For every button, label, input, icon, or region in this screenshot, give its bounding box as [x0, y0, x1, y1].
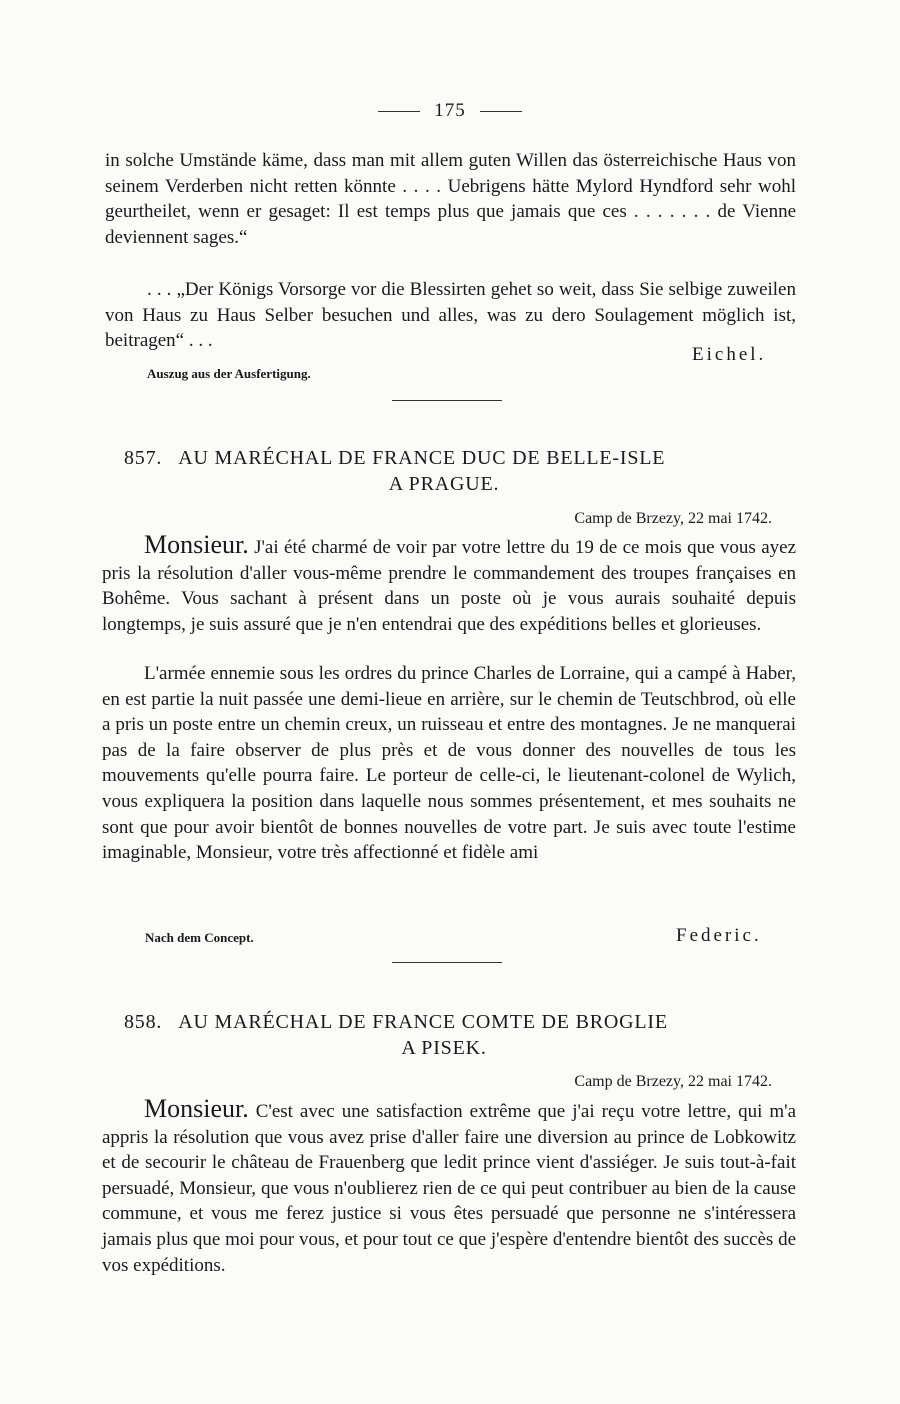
letter-number: 857. — [124, 447, 163, 469]
header-dash-right — [480, 111, 522, 112]
dateline-place: Camp de Brzezy, — [574, 1073, 684, 1090]
letter-heading — [124, 445, 804, 497]
letter-heading — [124, 1009, 804, 1061]
dateline — [574, 1073, 772, 1091]
section-divider — [392, 962, 502, 963]
paragraph-text: J'ai été charmé de voir par votre lettre du 19 de ce mois que vous ayez pris la résolution d'aller vous-même prendre le commandement des troupes françaises en Bohême. Vous sachant à présent dans un poste où je vous aurais souhaité depuis longtemps, je suis assuré que je n'en entendrai que des expéditions belles et glorieuses. — [102, 537, 796, 635]
letter-destination: A PISEK. — [401, 1037, 487, 1059]
page-number: 175 — [434, 100, 466, 121]
dateline-date: 22 mai 1742. — [688, 1073, 772, 1090]
header-dash-left — [378, 111, 420, 112]
quoted-paragraph: . . . „Der Königs Vorsorge vor die Blessirten gehet so weit, dass Sie selbige zuweilen von Haus zu Haus Selber besuchen und alles, was zu dero Soulagement möglich ist, beitragen“ . . . — [105, 279, 796, 352]
source-note: Nach dem Concept. — [145, 930, 254, 945]
section-divider — [392, 400, 502, 401]
letter-paragraph — [102, 1096, 796, 1278]
dateline — [574, 510, 772, 528]
letter-destination: A PRAGUE. — [388, 473, 500, 495]
continued-paragraph: in solche Umstände käme, dass man mit allem guten Willen das österreichische Haus von seinem Verderben nicht retten könnte . . . . Uebrigens hätte Mylord Hyndford sehr wohl geurtheilet, wenn er gesaget: Il est temps plus que jamais que ces . . . . . . . de Vienne deviennent sages.“ — [105, 150, 796, 248]
paragraph-text: C'est avec une satisfaction extrême que j'ai reçu votre lettre, qui m'a appris la résolution que vous avez prise d'aller faire une diversion au prince de Lobkowitz et de secourir le château de Frauenberg que ledit prince vient d'assiéger. Je suis tout-à-fait persuadé, Monsieur, que vous n'oublierez rien de ce qui peut contribuer au bien de la cause commune, et vous me ferez justice si vous êtes persuadé que personne ne s'intéressera jamais plus que moi pour vous, et pour tout ce que j'espère d'entendre bientôt des succès de vos expéditions. — [102, 1101, 796, 1276]
letter-title: AU MARÉCHAL DE FRANCE COMTE DE BROGLIE — [178, 1011, 668, 1033]
dateline-place: Camp de Brzezy, — [574, 510, 684, 527]
letter-title: AU MARÉCHAL DE FRANCE DUC DE BELLE-ISLE — [178, 447, 666, 469]
letter-paragraph: L'armée ennemie sous les ordres du prince Charles de Lorraine, qui a campé à Haber, en est partie la nuit passée une demi-lieue en arrière, sur le chemin de Teutschbrod, où elle a pris un poste entre un chemin creux, un ruisseau et entre des montagnes. Je ne manquerai pas de la faire observer de plus près et de vous donner des nouvelles de tous les mouvements qu'elle pourra faire. Le porteur de celle-ci, le lieutenant-colonel de Wylich, vous expliquera la position dans laquelle nous sommes présentement, et mes souhaits ne sont que pour avoir bientôt de bonnes nouvelles de votre part. Je suis avec toute l'estime imaginable, Monsieur, votre très affectionné et fidèle ami — [102, 663, 796, 864]
salutation: Monsieur. — [144, 530, 249, 559]
source-note: Auszug aus der Ausfertigung. — [147, 366, 311, 381]
letter-paragraph — [102, 532, 796, 637]
salutation: Monsieur. — [144, 1094, 249, 1123]
letter-number: 858. — [124, 1011, 163, 1033]
signature-eichel: Eichel. — [692, 344, 767, 365]
page-header — [0, 100, 900, 122]
signature-federic: Federic. — [676, 925, 762, 946]
dateline-date: 22 mai 1742. — [688, 510, 772, 527]
